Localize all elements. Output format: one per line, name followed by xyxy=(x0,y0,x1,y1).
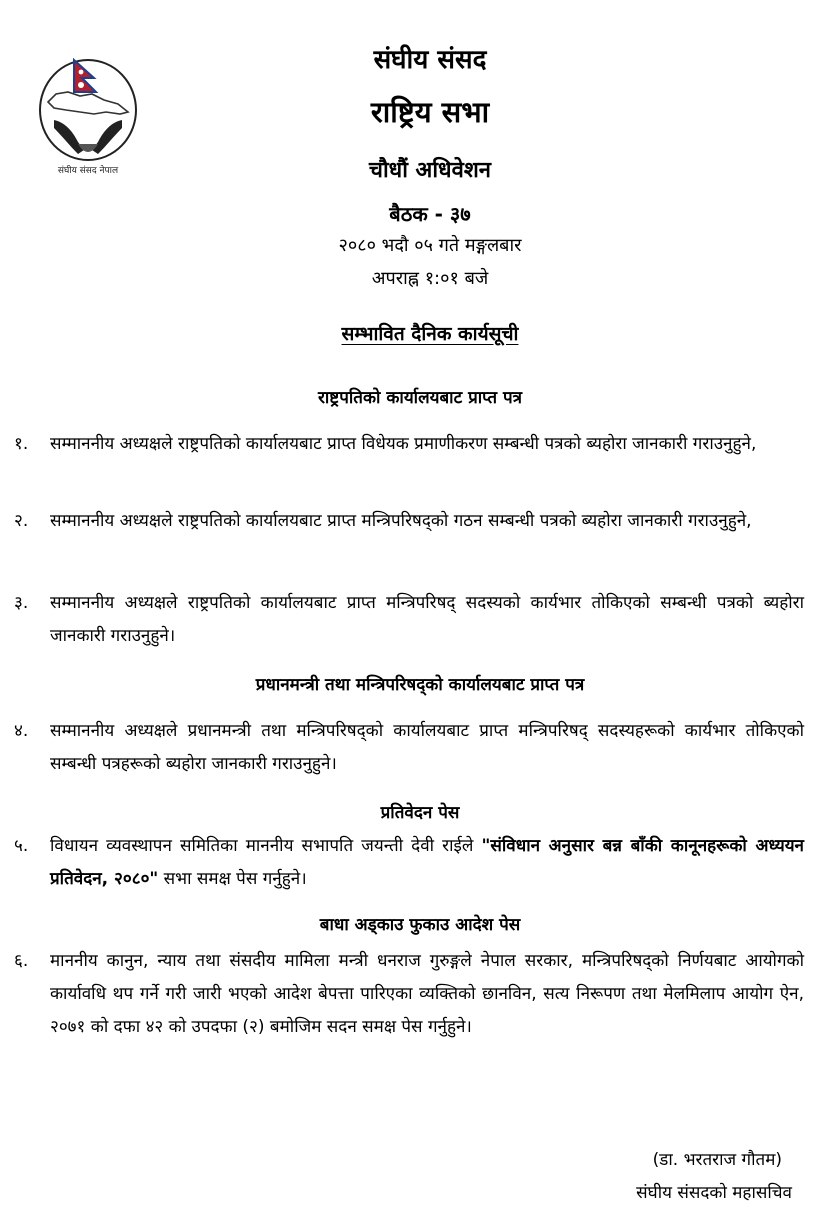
agenda-item xyxy=(14,830,804,896)
agenda-item xyxy=(14,715,804,781)
item-text: सम्माननीय अध्यक्षले राष्ट्रपतिको कार्यालयबाट प्राप्त मन्त्रिपरिषद् सदस्यको कार्यभार तोकिएको सम्बन्धी पत्रको ब्यहोरा जानकारी गराउनुहुने। xyxy=(50,593,804,646)
report-title: "संविधान अनुसार बन्न बाँकी कानूनहरूको अध्ययन प्रतिवेदन, २०८०" xyxy=(50,836,804,889)
item-text: सम्माननीय अध्यक्षले राष्ट्रपतिको कार्यालयबाट प्राप्त मन्त्रिपरिषद्को गठन सम्बन्धी पत्रको ब्यहोरा जानकारी गराउनुहुने, xyxy=(50,511,752,531)
section-heading-prime-minister: प्रधानमन्त्री तथा मन्त्रिपरिषद्को कार्यालयबाट प्राप्त पत्र xyxy=(255,675,585,695)
agenda-item xyxy=(14,428,804,461)
section-heading-president: राष्ट्रपतिको कार्यालयबाट प्राप्त पत्र xyxy=(317,388,523,408)
item-text: सम्माननीय अध्यक्षले प्रधानमन्त्री तथा मन्त्रिपरिषद्को कार्यालयबाट प्राप्त मन्त्रिपरिषद् सदस्यहरूको कार्यभार तोकिएको सम्बन्धी पत्रहरूको ब्यहोरा जानकारी गराउनुहुने। xyxy=(50,721,804,774)
item-number: ६. xyxy=(14,951,29,971)
meeting-date: २०८० भदौ ०५ गते मङ्गलबार xyxy=(338,235,522,256)
section-heading-ordinance: बाधा अड्काउ फुकाउ आदेश पेस xyxy=(319,915,521,935)
house-name: राष्ट्रिय सभा xyxy=(370,95,490,129)
agenda-title-text: सम्भावित दैनिक कार्यसूची xyxy=(341,323,519,345)
item-number: २. xyxy=(14,511,29,531)
agenda-item xyxy=(14,945,804,1044)
item-number: ४. xyxy=(14,721,29,741)
item-text-after: सभा समक्ष पेस गर्नुहुने। xyxy=(158,869,307,889)
signatory-name: (डा. भरतराज गौतम) xyxy=(652,1150,782,1170)
signatory-designation: संघीय संसदको महासचिव xyxy=(636,1183,792,1203)
agenda-item xyxy=(14,505,804,538)
parliament-name: संघीय संसद xyxy=(373,45,487,75)
item-text-before: विधायन व्यवस्थापन समितिका माननीय सभापति जयन्ती देवी राईले xyxy=(50,836,482,856)
agenda-title xyxy=(10,320,840,346)
item-number: ५. xyxy=(14,836,29,856)
meeting-time: अपराह्न १:०१ बजे xyxy=(371,268,489,289)
agenda-item xyxy=(14,587,804,653)
item-number: १. xyxy=(14,434,29,454)
item-text xyxy=(50,830,804,896)
meeting-number: बैठक - ३७ xyxy=(389,202,471,226)
session-title: चौधौं अधिवेशन xyxy=(369,158,491,183)
item-text: माननीय कानुन, न्याय तथा संसदीय मामिला मन्त्री धनराज गुरुङ्गले नेपाल सरकार, मन्त्रिपरिषद्को निर्णयबाट आयोगको कार्यावधि थप गर्ने गरी जारी भएको आदेश बेपत्ता पारिएका व्यक्तिको छानविन, सत्य निरूपण तथा मेलमिलाप आयोग ऐन, २०७१ को दफा ४२ को उपदफा (२) बमोजिम सदन समक्ष पेस गर्नुहुने। xyxy=(50,951,804,1037)
item-text: सम्माननीय अध्यक्षले राष्ट्रपतिको कार्यालयबाट प्राप्त विधेयक प्रमाणीकरण सम्बन्धी पत्रको ब्यहोरा जानकारी गराउनुहुने, xyxy=(50,434,757,454)
emblem-caption: संघीय संसद नेपाल xyxy=(57,166,119,176)
section-heading-report: प्रतिवेदन पेस xyxy=(380,803,460,823)
item-number: ३. xyxy=(14,593,29,613)
